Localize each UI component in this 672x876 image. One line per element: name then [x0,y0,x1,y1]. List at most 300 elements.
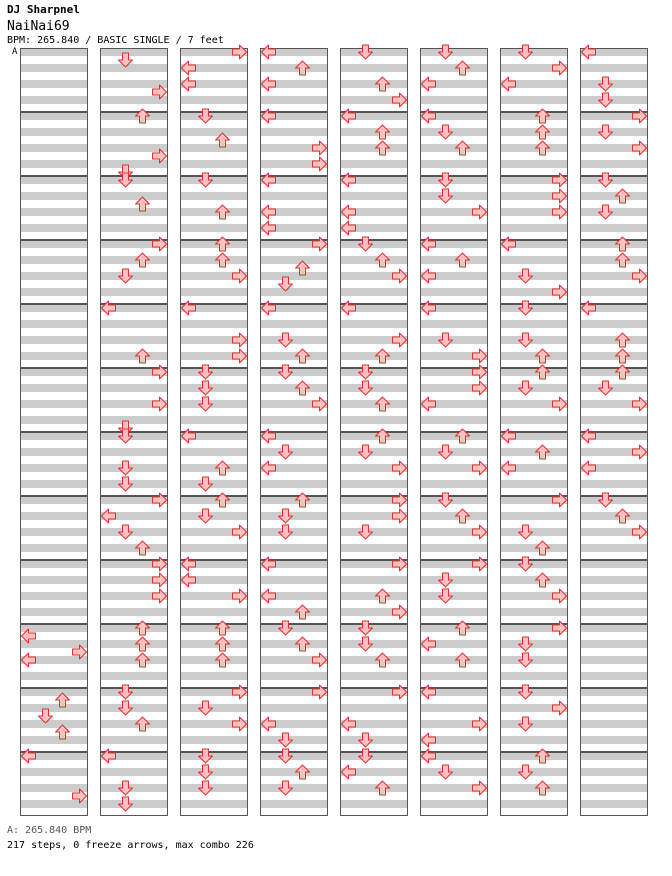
measure-stripe [100,112,168,120]
measure-stripe [180,496,248,504]
arrow-left-icon [342,205,356,219]
measure-stripe [340,800,408,808]
arrow-up-icon [136,253,150,267]
measure-stripe [20,96,88,104]
measure-stripe [180,800,248,808]
arrow-down-icon [199,381,213,395]
measure-stripe [20,368,88,376]
measure-stripe [20,464,88,472]
measure-stripe [500,384,568,392]
arrow-down-icon [519,765,533,779]
arrow-down-icon [119,701,133,715]
step-arrows [22,45,647,811]
arrow-right-icon [393,605,407,619]
measure-stripe [180,448,248,456]
arrow-right-icon [313,141,327,155]
measure-stripe [100,96,168,104]
measure-stripe [340,64,408,72]
arrow-left-icon [22,653,36,667]
measure-stripe [100,416,168,424]
arrow-up-icon [376,781,390,795]
arrow-down-icon [279,525,293,539]
measure-stripe [500,608,568,616]
arrow-left-icon [422,637,436,651]
measure-stripe [180,752,248,760]
arrow-down-icon [119,797,133,811]
measure-stripe [100,640,168,648]
measure-stripe [180,192,248,200]
measure-stripe [340,784,408,792]
arrow-up-icon [216,205,230,219]
measure-stripe [20,240,88,248]
measure-stripe [420,416,488,424]
measure-stripe [580,800,648,808]
measure-stripe [420,608,488,616]
arrow-down-icon [199,509,213,523]
arrow-up-icon [216,653,230,667]
arrow-down-icon [199,765,213,779]
measure-stripe [580,576,648,584]
measure-stripe [580,224,648,232]
measure-stripe [260,416,328,424]
measure-stripe [260,384,328,392]
arrow-down-icon [359,733,373,747]
arrow-up-icon [376,77,390,91]
measure-stripe [500,144,568,152]
measure-stripe [340,544,408,552]
measure-stripe [580,416,648,424]
measure-stripe [180,480,248,488]
arrow-down-icon [519,333,533,347]
measure-stripe [20,336,88,344]
measure-stripe [340,384,408,392]
arrow-right-icon [393,269,407,283]
arrow-down-icon [439,189,453,203]
measure-stripe [580,208,648,216]
measure-stripe [100,288,168,296]
measure-stripe [100,464,168,472]
measure-stripe [260,448,328,456]
measure-stripe [500,480,568,488]
measure-stripe [260,192,328,200]
arrow-down-icon [359,45,373,59]
bpm-marker-label: A [12,47,18,57]
measure-stripe [20,320,88,328]
measure-stripe [580,656,648,664]
arrow-left-icon [422,733,436,747]
measure-stripe [420,624,488,632]
measure-stripe [500,800,568,808]
measure-stripe [340,128,408,136]
measure-stripe [180,784,248,792]
measure-stripe [580,176,648,184]
measure-stripe [420,656,488,664]
measure-stripe [340,352,408,360]
arrow-right-icon [153,573,167,587]
measure-stripe [500,368,568,376]
measure-stripe [100,448,168,456]
measure-stripe [20,304,88,312]
arrow-down-icon [519,525,533,539]
arrow-down-icon [599,205,613,219]
arrow-down-icon [279,509,293,523]
measure-stripe [180,672,248,680]
measure-stripe [500,656,568,664]
measure-stripe [340,160,408,168]
arrow-left-icon [262,717,276,731]
arrow-up-icon [616,189,630,203]
measure-stripe [100,608,168,616]
arrow-up-icon [376,349,390,363]
measure-stripe [500,512,568,520]
measure-stripe [580,624,648,632]
measure-stripe [260,736,328,744]
arrow-up-icon [376,141,390,155]
arrow-down-icon [519,381,533,395]
measure-stripe [20,80,88,88]
arrow-left-icon [502,461,516,475]
measure-stripe [340,576,408,584]
arrow-down-icon [199,701,213,715]
arrow-up-icon [296,605,310,619]
measure-stripe [20,592,88,600]
arrow-down-icon [599,381,613,395]
measure-stripe [100,688,168,696]
measure-stripe [20,176,88,184]
measure-stripe [100,352,168,360]
measure-stripe [500,672,568,680]
arrow-down-icon [599,125,613,139]
arrow-right-icon [633,525,647,539]
measure-stripe [180,640,248,648]
arrow-up-icon [456,61,470,75]
arrow-down-icon [439,333,453,347]
arrow-left-icon [582,461,596,475]
measure-stripe [500,304,568,312]
bpm-summary: A: 265.840 BPM [7,825,92,836]
measure-stripe [500,688,568,696]
measure-stripe [420,704,488,712]
measure-stripe [260,704,328,712]
arrow-right-icon [393,93,407,107]
measure-stripe [20,256,88,264]
measure-stripe [260,496,328,504]
arrow-right-icon [553,61,567,75]
arrow-down-icon [519,45,533,59]
arrow-right-icon [553,205,567,219]
arrow-right-icon [233,45,247,59]
measure-stripe [420,432,488,440]
arrow-up-icon [616,333,630,347]
measure-stripe [180,736,248,744]
arrow-up-icon [536,349,550,363]
arrow-right-icon [473,717,487,731]
arrow-up-icon [536,781,550,795]
measure-stripe [180,224,248,232]
measure-stripe [180,384,248,392]
arrow-right-icon [233,717,247,731]
arrow-left-icon [342,717,356,731]
arrow-right-icon [473,461,487,475]
measure-stripe [20,112,88,120]
measure-stripe [20,624,88,632]
arrow-down-icon [119,461,133,475]
measure-stripe [20,720,88,728]
measure-stripe [180,176,248,184]
measure-stripe [20,496,88,504]
measure-stripe [100,480,168,488]
measure-stripe [100,544,168,552]
measure-stripe [420,144,488,152]
measure-stripe [500,160,568,168]
arrow-right-icon [233,269,247,283]
arrow-left-icon [422,269,436,283]
measure-stripe [420,320,488,328]
measure-stripe [420,48,488,56]
arrow-right-icon [633,397,647,411]
measure-stripe [580,720,648,728]
arrow-left-icon [182,77,196,91]
measure-stripe [100,256,168,264]
measure-stripe [180,768,248,776]
arrow-down-icon [359,637,373,651]
measure-stripe [20,672,88,680]
measure-stripe [100,336,168,344]
arrow-left-icon [422,397,436,411]
measure-stripe [340,752,408,760]
measure-stripe [20,160,88,168]
measure-stripe [260,608,328,616]
measure-stripe [20,384,88,392]
arrow-right-icon [553,285,567,299]
measure-stripe [20,640,88,648]
measure-stripe [100,224,168,232]
measure-stripe [180,144,248,152]
arrow-down-icon [279,781,293,795]
measure-stripe [260,576,328,584]
measure-stripe [500,128,568,136]
arrow-down-icon [439,573,453,587]
measure-stripe [580,544,648,552]
measure-stripe [180,544,248,552]
measure-stripe [580,336,648,344]
arrow-left-icon [262,221,276,235]
measure-stripe [20,400,88,408]
arrow-down-icon [359,445,373,459]
measure-stripe [580,352,648,360]
measure-stripe [580,688,648,696]
measure-stripe [500,528,568,536]
measure-stripe [20,704,88,712]
measure-stripe [260,352,328,360]
measure-stripe [20,544,88,552]
arrow-up-icon [376,125,390,139]
measure-stripe [100,384,168,392]
measure-stripe [260,624,328,632]
measure-stripe [340,736,408,744]
measure-stripe [500,96,568,104]
measure-stripe [20,512,88,520]
measure-stripe [340,448,408,456]
measure-stripe [260,368,328,376]
measure-stripe [260,320,328,328]
measure-stripe [180,704,248,712]
measure-stripe [180,400,248,408]
measure-stripe [500,640,568,648]
song-title: NaiNai69 [7,19,70,34]
measure-stripe [20,224,88,232]
measure-stripe [20,800,88,808]
arrow-right-icon [473,781,487,795]
measure-stripe [500,720,568,728]
measure-stripe [420,448,488,456]
arrow-down-icon [519,637,533,651]
arrow-down-icon [439,125,453,139]
arrow-up-icon [616,509,630,523]
arrow-down-icon [439,765,453,779]
measure-stripe [20,784,88,792]
arrow-down-icon [119,781,133,795]
measure-stripe [420,576,488,584]
measure-stripe [260,672,328,680]
measure-stripe [180,416,248,424]
measure-stripe [340,528,408,536]
measure-stripe [260,768,328,776]
measure-stripe [20,608,88,616]
arrow-right-icon [633,445,647,459]
measure-stripe [580,560,648,568]
measure-stripe [340,256,408,264]
measure-stripe [180,96,248,104]
measure-stripe [20,288,88,296]
measure-stripe [420,128,488,136]
measure-stripe [100,800,168,808]
measure-stripe [420,192,488,200]
arrow-up-icon [456,141,470,155]
arrow-down-icon [119,525,133,539]
measure-stripe [580,64,648,72]
arrow-left-icon [262,77,276,91]
measure-stripe [180,464,248,472]
measure-stripe [340,624,408,632]
measure-stripe [340,400,408,408]
measure-stripe [180,320,248,328]
measure-stripe [180,160,248,168]
arrow-left-icon [182,573,196,587]
measure-stripe [420,496,488,504]
arrow-right-icon [473,381,487,395]
measure-stripe [420,160,488,168]
measure-stripe [260,528,328,536]
measure-stripe [500,336,568,344]
measure-stripe [420,288,488,296]
measure-stripe [340,48,408,56]
arrow-right-icon [473,205,487,219]
measure-stripe [420,96,488,104]
measure-stripe [580,752,648,760]
measure-stripe [20,416,88,424]
arrow-up-icon [296,61,310,75]
measure-stripe [580,256,648,264]
measure-stripe [580,288,648,296]
measure-stripe [500,416,568,424]
arrow-left-icon [262,45,276,59]
measure-stripe [100,208,168,216]
measure-stripe [580,736,648,744]
measure-stripe [100,176,168,184]
measure-stripe [180,608,248,616]
arrow-right-icon [553,397,567,411]
measure-stripe [580,640,648,648]
measure-stripe [340,368,408,376]
measure-stripe [100,128,168,136]
measure-stripe [420,256,488,264]
measure-stripe [180,240,248,248]
measure-stripe [20,192,88,200]
measure-stripe [500,784,568,792]
measure-stripe [260,96,328,104]
measure-stripe [340,144,408,152]
step-stats: 217 steps, 0 freeze arrows, max combo 226 [7,840,254,851]
measure-stripe [340,656,408,664]
measure-stripe [580,160,648,168]
arrow-down-icon [199,477,213,491]
measure-stripe [500,352,568,360]
measure-stripe [100,768,168,776]
arrow-up-icon [456,253,470,267]
arrow-down-icon [199,781,213,795]
measure-stripe [500,224,568,232]
measure-stripe [20,448,88,456]
arrow-up-icon [456,653,470,667]
arrow-up-icon [216,253,230,267]
arrow-right-icon [233,349,247,363]
measure-stripe [340,592,408,600]
measure-stripe [420,512,488,520]
measure-stripe [180,208,248,216]
chart-info: BPM: 265.840 / BASIC SINGLE / 7 feet [7,35,224,46]
measure-stripe [500,752,568,760]
arrow-up-icon [296,637,310,651]
measure-stripe [180,624,248,632]
measure-stripe [100,272,168,280]
arrow-down-icon [519,653,533,667]
measure-stripe [100,160,168,168]
arrow-left-icon [262,589,276,603]
measure-stripe [580,592,648,600]
measure-stripe [420,768,488,776]
arrow-down-icon [439,589,453,603]
arrow-right-icon [313,157,327,171]
measure-stripe [500,736,568,744]
measure-stripe [100,80,168,88]
measure-stripe [580,768,648,776]
arrow-right-icon [473,525,487,539]
measure-stripes [20,48,648,808]
measure-stripe [20,528,88,536]
arrow-right-icon [313,653,327,667]
arrow-up-icon [136,653,150,667]
measure-stripe [260,640,328,648]
arrow-right-icon [393,461,407,475]
measure-stripe [20,768,88,776]
arrow-up-icon [616,349,630,363]
measure-stripe [100,432,168,440]
measure-stripe [500,272,568,280]
measure-stripe [100,720,168,728]
arrow-down-icon [519,717,533,731]
measure-stripe [500,448,568,456]
